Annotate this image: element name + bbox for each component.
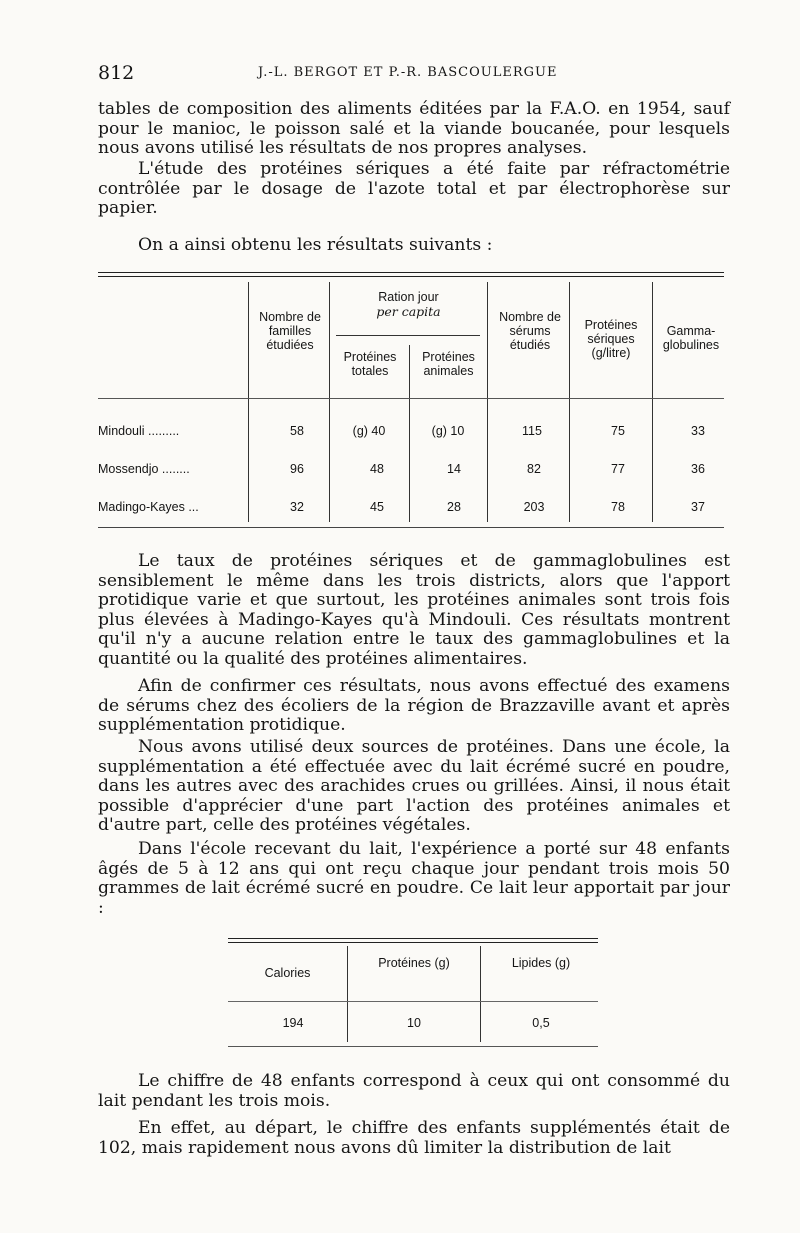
paragraph: Afin de confirmer ces résultats, nous avons effectué des examens de sérums chez des écoliers de la région de Brazzaville avant et après supplémentation protidique. <box>98 676 730 735</box>
cell-familles: 32 <box>290 500 304 514</box>
header-proteines-totales: Protéines totales <box>343 350 397 378</box>
paragraph: Nous avons utilisé deux sources de protéines. Dans une école, la supplémentation a été effectuée avec du lait écrémé sucré en poudre, dans les autres avec des arachides crues ou grillées. Ainsi, il nous était possible d'apprécier d'une part l'action des protéines animales et d'autre part, celle des protéines végétales. <box>98 737 730 835</box>
header-rule <box>98 398 724 399</box>
table-bottom-rule <box>98 527 724 528</box>
column-divider <box>569 282 570 522</box>
table-top-rule-2 <box>98 276 724 277</box>
header-proteines: Protéines (g) <box>378 956 450 970</box>
column-divider <box>248 282 249 522</box>
cell-proteines: 10 <box>407 1016 421 1030</box>
ration-divider <box>336 335 480 336</box>
table2-header-rule <box>228 1001 598 1002</box>
header-ration: Ration jour <box>378 290 439 304</box>
paragraph: Le taux de protéines sériques et de gammaglobulines est sensiblement le même dans les trois districts, alors que l'apport protidique varie et que surtout, les protéines animales sont trois fois plus élevées à Madingo-Kayes qu'à Mindouli. Ces résultats montrent qu'il n'y a aucune relation entre le taux des gammaglobulines et la quantité ou la qualité des protéines alimentaires. <box>98 551 730 669</box>
cell-gamma: 36 <box>691 462 705 476</box>
cell-seriques: 77 <box>611 462 625 476</box>
cell-seriques: 78 <box>611 500 625 514</box>
cell-seriques: 75 <box>611 424 625 438</box>
header-gamma: Gamma-globulines <box>662 324 720 352</box>
cell-gamma: 33 <box>691 424 705 438</box>
row-label-madingo-kayes: Madingo-Kayes ... <box>98 500 199 514</box>
header-calories: Calories <box>264 966 311 980</box>
table2-bottom-rule <box>228 1046 598 1047</box>
cell-animales: (g) 10 <box>431 424 465 438</box>
header-familles: Nombre de familles étudiées <box>259 310 321 352</box>
cell-totales: (g) 40 <box>352 424 386 438</box>
running-title: J.-L. BERGOT ET P.-R. BASCOULERGUE <box>258 65 558 80</box>
row-label-mossendjo: Mossendjo ........ <box>98 462 190 476</box>
cell-serums: 82 <box>527 462 541 476</box>
cell-calories: 194 <box>282 1016 304 1030</box>
cell-serums: 203 <box>523 500 545 514</box>
table2-top-rule <box>228 938 598 939</box>
table-top-rule <box>98 272 724 273</box>
cell-totales: 45 <box>370 500 384 514</box>
header-proteines-seriques: Protéines sériques (g/litre) <box>584 318 638 360</box>
column-divider <box>652 282 653 522</box>
cell-serums: 115 <box>522 424 542 438</box>
column-divider <box>487 282 488 522</box>
paragraph: tables de composition des aliments éditées par la F.A.O. en 1954, sauf pour le manioc, le poisson salé et la viande boucanée, pour lesquels nous avons utilisé les résultats de nos propres analyses. <box>98 99 730 158</box>
cell-animales: 28 <box>447 500 461 514</box>
paragraph: En effet, au départ, le chiffre des enfants supplémentés était de 102, mais rapidement nous avons dû limiter la distribution de lait <box>98 1118 730 1158</box>
row-label-mindouli: Mindouli ......... <box>98 424 180 438</box>
header-proteines-animales: Protéines animales <box>422 350 475 378</box>
paragraph: On a ainsi obtenu les résultats suivants : <box>138 235 493 255</box>
cell-animales: 14 <box>447 462 461 476</box>
paragraph: L'étude des protéines sériques a été faite par réfractométrie contrôlée par le dosage de l'azote total et par électrophorèse sur papier. <box>98 159 730 218</box>
cell-gamma: 37 <box>691 500 705 514</box>
cell-totales: 48 <box>370 462 384 476</box>
cell-lipides: 0,5 <box>532 1016 550 1030</box>
cell-familles: 58 <box>290 424 304 438</box>
page-header <box>98 62 730 86</box>
column-divider <box>480 946 481 1042</box>
column-divider <box>347 946 348 1042</box>
header-per-capita: per capita <box>376 304 441 319</box>
page-number: 812 <box>98 62 135 84</box>
header-lipides: Lipides (g) <box>511 956 571 970</box>
paragraph: Dans l'école recevant du lait, l'expérience a porté sur 48 enfants âgés de 5 à 12 ans qui ont reçu chaque jour pendant trois mois 50 grammes de lait écrémé sucré en poudre. Ce lait leur apportait par jour : <box>98 839 730 918</box>
cell-familles: 96 <box>290 462 304 476</box>
table2-top-rule-2 <box>228 942 598 943</box>
header-serums: Nombre de sérums étudiés <box>499 310 561 352</box>
paragraph: Le chiffre de 48 enfants correspond à ceux qui ont consommé du lait pendant les trois mois. <box>98 1071 730 1111</box>
